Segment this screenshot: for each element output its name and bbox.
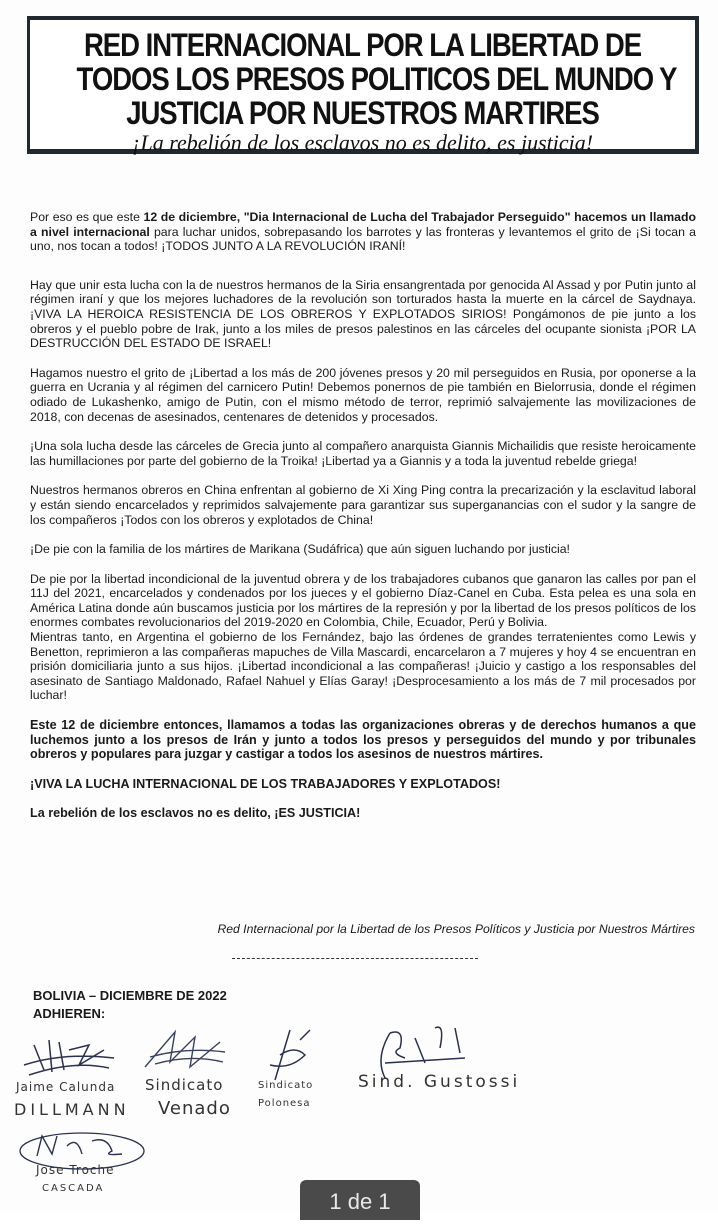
signatory-5-line2: CASCADA xyxy=(42,1183,105,1194)
paragraph-2: Hay que unir esta lucha con la de nuestros hermanos de la Siria ensangrentada por genocida Al Assad y por Putin junto al régimen iraní y que los mejores luchadores de la revolución son torturados hasta la muerte en la cárcel de Saydnaya. ¡VIVA LA HEROICA RESISTENCIA DE LOS OBREROS Y EXPLOTADOS SIRIOS! Pongámonos de pie junto a los obreros y el pueblo pobre de Irak, junto a los miles de presos palestinos en las cárceles del ocupante sionista ¡POR LA DESTRUCCIÓN DEL ESTADO DE ISRAEL! xyxy=(30,277,696,351)
signatory-1-line1: Jaime Calunda xyxy=(16,1080,116,1094)
signatory-2-line2: Venado xyxy=(158,1098,231,1119)
paragraph-11: La rebelión de los esclavos no es delito, ¡ES JUSTICIA! xyxy=(30,806,361,821)
signatory-2-line1: Sindicato xyxy=(145,1076,224,1094)
page-indicator: 1 de 1 xyxy=(300,1180,420,1220)
paragraph-5: Nuestros hermanos obreros en China enfrentan al gobierno de Xi Xing Ping contra la precarización y la esclavitud laboral y están siendo encarcelados y reprimidos salvajemente para garantizar sus superganancias con el sudor y la sangre de los compañeros ¡Todos con los obreros y explotados de China! xyxy=(30,483,696,527)
paragraph-1 xyxy=(30,210,696,254)
paragraph-1-intro: Por eso es que este xyxy=(30,210,144,224)
header-title-line: JUSTICIA POR NUESTROS MARTIRES xyxy=(126,95,599,131)
signature-scribble-3 xyxy=(250,1025,320,1085)
paragraph-9: Este 12 de diciembre entonces, llamamos a todas las organizaciones obreras y de derechos humanos a que luchemos junto a los presos de Irán y junto a todos los presos y perseguidos del mundo y por tribunales obreros y populares para juzgar y castigar a todos los asesinos de nuestros mártires. xyxy=(30,718,696,762)
paragraph-10: ¡VIVA LA LUCHA INTERNACIONAL DE LOS TRABAJADORES Y EXPLOTADOS! xyxy=(30,776,501,791)
paragraph-8: Mientras tanto, en Argentina el gobierno de los Fernández, bajo las órdenes de grandes terratenientes como Lewis y Benetton, reprimieron a las compañeras mapuches de Villa Mascardi, encarcelaron a 7 mujeres y hoy 4 se encuentran en prisión domiciliaria junto a sus hijos. ¡Libertad incondicional a las compañeras! ¡Juicio y castigo a los responsables del asesinato de Santiago Maldonado, Rafael Nahuel y Elías Garay! ¡Desprocesamiento a los más de 7 mil procesados por luchar! xyxy=(30,630,696,703)
header-title xyxy=(76,27,677,131)
signatory-3-line2: Polonesa xyxy=(258,1098,311,1109)
signature-scribble-1 xyxy=(14,1030,124,1085)
paragraph-4: ¡Una sola lucha desde las cárceles de Grecia junto al compañero anarquista Giannis Michailidis que resiste heroicamente las humillaciones por parte del gobierno de la Troika! ¡Libertad ya a Giannis y a toda la juventud rebelde griega! xyxy=(30,439,696,468)
header-subtitle: ¡La rebelión de los esclavos no es delito, es justicia! xyxy=(131,130,594,155)
paragraph-1-bold: 12 de diciembre, "Dia Internacional de Lucha del Trabajador Perseguido" hacemos un llamado a nivel internacional xyxy=(30,210,696,239)
signatory-5-line1: Jose Troche xyxy=(36,1163,115,1177)
signatory-4-line1: Sind. Gustossi xyxy=(358,1072,521,1092)
signature-organization: Red Internacional por la Libertad de los Presos Políticos y Justicia por Nuestros Mártires xyxy=(217,922,695,936)
signature-scribble-2 xyxy=(135,1022,235,1082)
header-title-line: TODOS LOS PRESOS POLITICOS DEL MUNDO Y xyxy=(76,61,677,97)
header-title-line: RED INTERNACIONAL POR LA LIBERTAD DE xyxy=(83,27,642,63)
signatory-1-line2: DILLMANN xyxy=(14,1100,130,1119)
paragraph-3: Hagamos nuestro el grito de ¡Libertad a los más de 200 jóvenes presos y 20 mil perseguidos en Rusia, por oponerse a la guerra en Ucrania y al régimen del carnicero Putin! Debemos ponernos de pie también en Bielorrusia, donde el régimen odiado de Lukashenko, amigo de Putin, con el mismo método de terror, reprimió salvajemente las movilizaciones de 2018, con decenas de asesinados, centenares de detenidos y procesados. xyxy=(30,365,696,424)
signatory-3-line1: Sindicato xyxy=(258,1080,314,1091)
body-text xyxy=(30,210,696,836)
paragraph-7: De pie por la libertad incondicional de la juventud obrera y de los trabajadores cubanos que ganaron las calles por pan el 11J del 2021, encarcelados y condenados por los jueces y el gobierno Díaz-Canel en Cuba. Esta pelea es una sola en América Latina donde aún buscamos justicia por los mártires de la represión y por la libertad de los presos políticos de los enormes combates revolucionarios del 2019-2020 en Colombia, Chile, Ecuador, Perú y Bolivia. xyxy=(30,571,696,630)
place-date: BOLIVIA – DICIEMBRE DE 2022 xyxy=(33,988,227,1003)
paragraph-6: ¡De pie con la familia de los mártires de Marikana (Sudáfrica) que aún siguen luchando por justicia! xyxy=(30,542,570,557)
adhieren-label: ADHIEREN: xyxy=(33,1006,106,1021)
divider xyxy=(232,958,478,959)
header-box xyxy=(27,16,699,154)
paragraph-1-rest: para luchar unidos, sobrepasando los barrotes y las fronteras y levantemos el grito de ¡Si tocan a uno, nos tocan a todos! ¡TODOS JUNTO A LA REVOLUCIÓN IRANÍ! xyxy=(30,224,696,254)
